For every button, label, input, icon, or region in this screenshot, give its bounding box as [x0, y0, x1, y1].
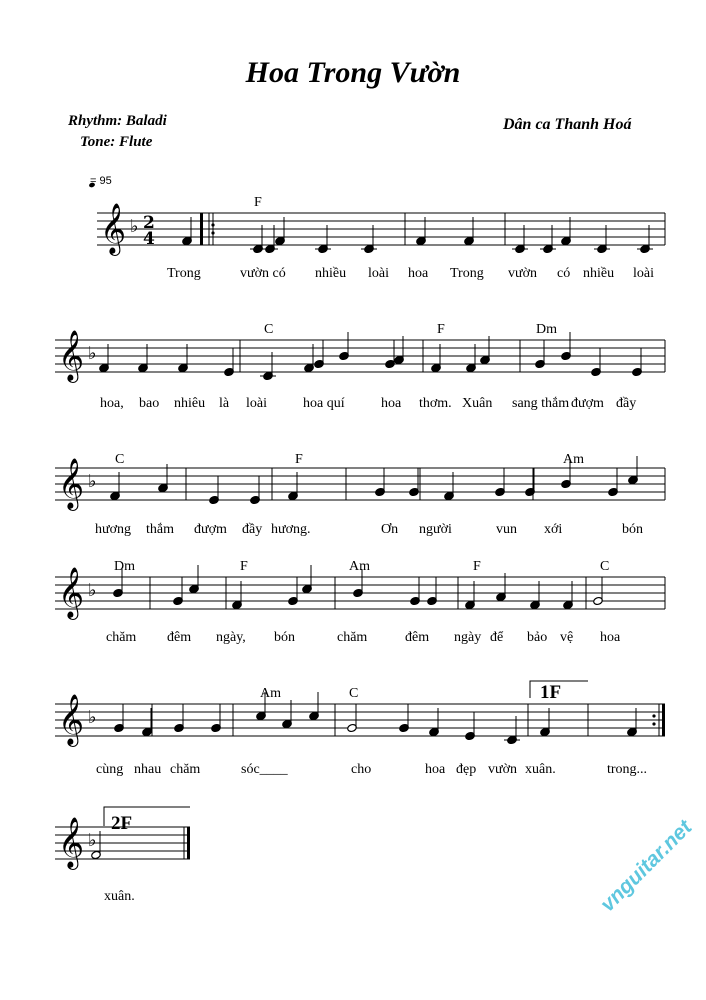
chord-symbol: F [240, 559, 248, 574]
chord-symbol: Am [563, 452, 584, 467]
note [410, 577, 421, 606]
lyric-syllable: Xuân [462, 396, 493, 411]
rhythm-label: Rhythm: Baladi [68, 113, 167, 129]
note [495, 468, 506, 497]
lyric-syllable: Trong [450, 266, 484, 281]
note [409, 468, 420, 497]
lyric-syllable: loài [246, 396, 267, 411]
lyric-syllable: hoa [600, 630, 621, 645]
chord-symbol: C [264, 322, 274, 337]
lyric-syllable: Ơn [381, 522, 399, 537]
note [288, 577, 299, 606]
lyric-syllable: hương [95, 522, 131, 537]
volta-label: 2F [111, 813, 133, 834]
chord-symbol: F [254, 195, 262, 210]
lyric-syllable: chăm [106, 630, 137, 645]
note [224, 348, 235, 377]
lyric-syllable: thơm. [419, 396, 452, 411]
lyric-syllable: xuân. [525, 762, 556, 777]
lyric-syllable: nhiêu [174, 396, 206, 411]
lyric-syllable: sang thắm [512, 396, 570, 411]
tone-label: Tone: Flute [80, 134, 153, 150]
note [535, 340, 546, 369]
lyric-syllable: vườn có [240, 266, 286, 281]
flat-icon: ♭ [88, 580, 97, 601]
flat-icon: ♭ [88, 830, 97, 851]
flat-icon: ♭ [88, 343, 97, 364]
lyric-syllable: loài [633, 266, 654, 281]
lyric-syllable: vệ [560, 630, 574, 645]
lyric-syllable: sóc____ [241, 762, 288, 777]
lyric-syllable: cho [351, 762, 372, 777]
lyric-syllable: trong... [607, 762, 648, 777]
lyric-syllable: vườn [508, 266, 537, 281]
final-barline-thick [187, 827, 190, 859]
flat-icon: ♭ [130, 216, 139, 237]
chord-symbol: F [473, 559, 481, 574]
note [114, 704, 125, 733]
time-signature-bottom: 4 [143, 229, 155, 249]
chord-symbol: Am [349, 559, 370, 574]
note [561, 332, 572, 361]
lyric-syllable: nhiều [583, 266, 615, 281]
flat-icon: ♭ [88, 707, 97, 728]
lyric-syllable: hoa [381, 396, 402, 411]
note [309, 692, 320, 721]
note [347, 704, 358, 733]
note [209, 476, 220, 505]
note [628, 456, 639, 485]
note [465, 712, 476, 741]
staff [55, 694, 665, 747]
chord-symbol: Am [260, 686, 281, 701]
lyric-syllable: loài [368, 266, 389, 281]
lyric-syllable: ngày, [216, 630, 246, 645]
tempo-marking: = 95 [90, 175, 112, 187]
lyric-syllable: nhau [134, 762, 162, 777]
lyric-syllable: bao [139, 396, 160, 411]
staff [97, 203, 665, 256]
lyric-syllable: đượm [571, 396, 604, 411]
note [302, 565, 313, 594]
repeat-dot [211, 223, 214, 226]
lyric-syllable: bón [274, 630, 295, 645]
lyric-syllable: đầy [242, 522, 263, 537]
lyric-syllable: xuân. [104, 889, 135, 904]
treble-clef-icon: 𝄞 [58, 567, 85, 618]
lyric-syllable: bón [622, 522, 643, 537]
treble-clef-icon: 𝄞 [58, 330, 85, 381]
note [591, 348, 602, 377]
composer-label: Dân ca Thanh Hoá [503, 116, 632, 133]
chord-symbol: C [115, 452, 125, 467]
treble-clef-icon: 𝄞 [58, 458, 85, 509]
lyric-syllable: đầy [616, 396, 637, 411]
lyric-syllable: hoa quí [303, 396, 345, 411]
note [427, 577, 438, 606]
note [632, 348, 643, 377]
lyric-syllable: hoa [408, 266, 429, 281]
volta-label: 1F [540, 682, 562, 703]
lyric-syllable: hương. [271, 522, 311, 537]
lyric-syllable: hoa, [100, 396, 124, 411]
lyric-syllable: đêm [405, 630, 430, 645]
note [608, 468, 619, 497]
chord-symbol: F [437, 322, 445, 337]
watermark: vnguitar.net [596, 815, 697, 917]
lyric-syllable: hoa [425, 762, 446, 777]
note [211, 704, 222, 733]
song-title: Hoa Trong Vườn [245, 56, 461, 89]
note [173, 577, 184, 606]
treble-clef-icon: 𝄞 [100, 203, 127, 254]
lyric-syllable: Trong [167, 266, 201, 281]
lyric-syllable: chăm [170, 762, 201, 777]
lyric-syllable: bảo [527, 630, 548, 645]
note [375, 468, 386, 497]
lyric-syllable: ngày [454, 630, 482, 645]
repeat-end-thick [662, 704, 665, 736]
repeat-start-thick [200, 213, 203, 245]
lyric-syllable: cùng [96, 762, 124, 777]
lyric-syllable: thắm [146, 522, 174, 537]
chord-symbol: C [349, 686, 359, 701]
flat-icon: ♭ [88, 471, 97, 492]
note [314, 340, 325, 369]
note [399, 704, 410, 733]
lyric-syllable: người [419, 522, 452, 537]
chord-symbol: F [295, 452, 303, 467]
lyric-syllable: đượm [194, 522, 227, 537]
note [339, 332, 350, 361]
lyric-syllable: vườn [488, 762, 517, 777]
lyric-syllable: vun [496, 522, 517, 537]
lyric-syllable: để [490, 630, 504, 645]
treble-clef-icon: 𝄞 [58, 694, 85, 745]
lyric-syllable: xới [544, 522, 563, 537]
repeat-dot [652, 722, 655, 725]
lyric-syllable: đẹp [456, 762, 477, 777]
time-signature-top: 2 [143, 213, 155, 233]
repeat-dot [211, 231, 214, 234]
lyric-syllable: đêm [167, 630, 192, 645]
treble-clef-icon: 𝄞 [58, 817, 85, 868]
chord-symbol: Dm [536, 322, 557, 337]
lyric-syllable: chăm [337, 630, 368, 645]
note [250, 476, 261, 505]
note [385, 340, 396, 369]
repeat-dot [652, 714, 655, 717]
chord-symbol: C [600, 559, 610, 574]
note [525, 468, 536, 497]
lyric-syllable: là [219, 396, 230, 411]
chord-symbol: Dm [114, 559, 135, 574]
note [174, 704, 185, 733]
lyric-syllable: nhiều [315, 266, 347, 281]
lyric-syllable: có [557, 266, 571, 281]
note [593, 577, 604, 606]
note [189, 565, 200, 594]
